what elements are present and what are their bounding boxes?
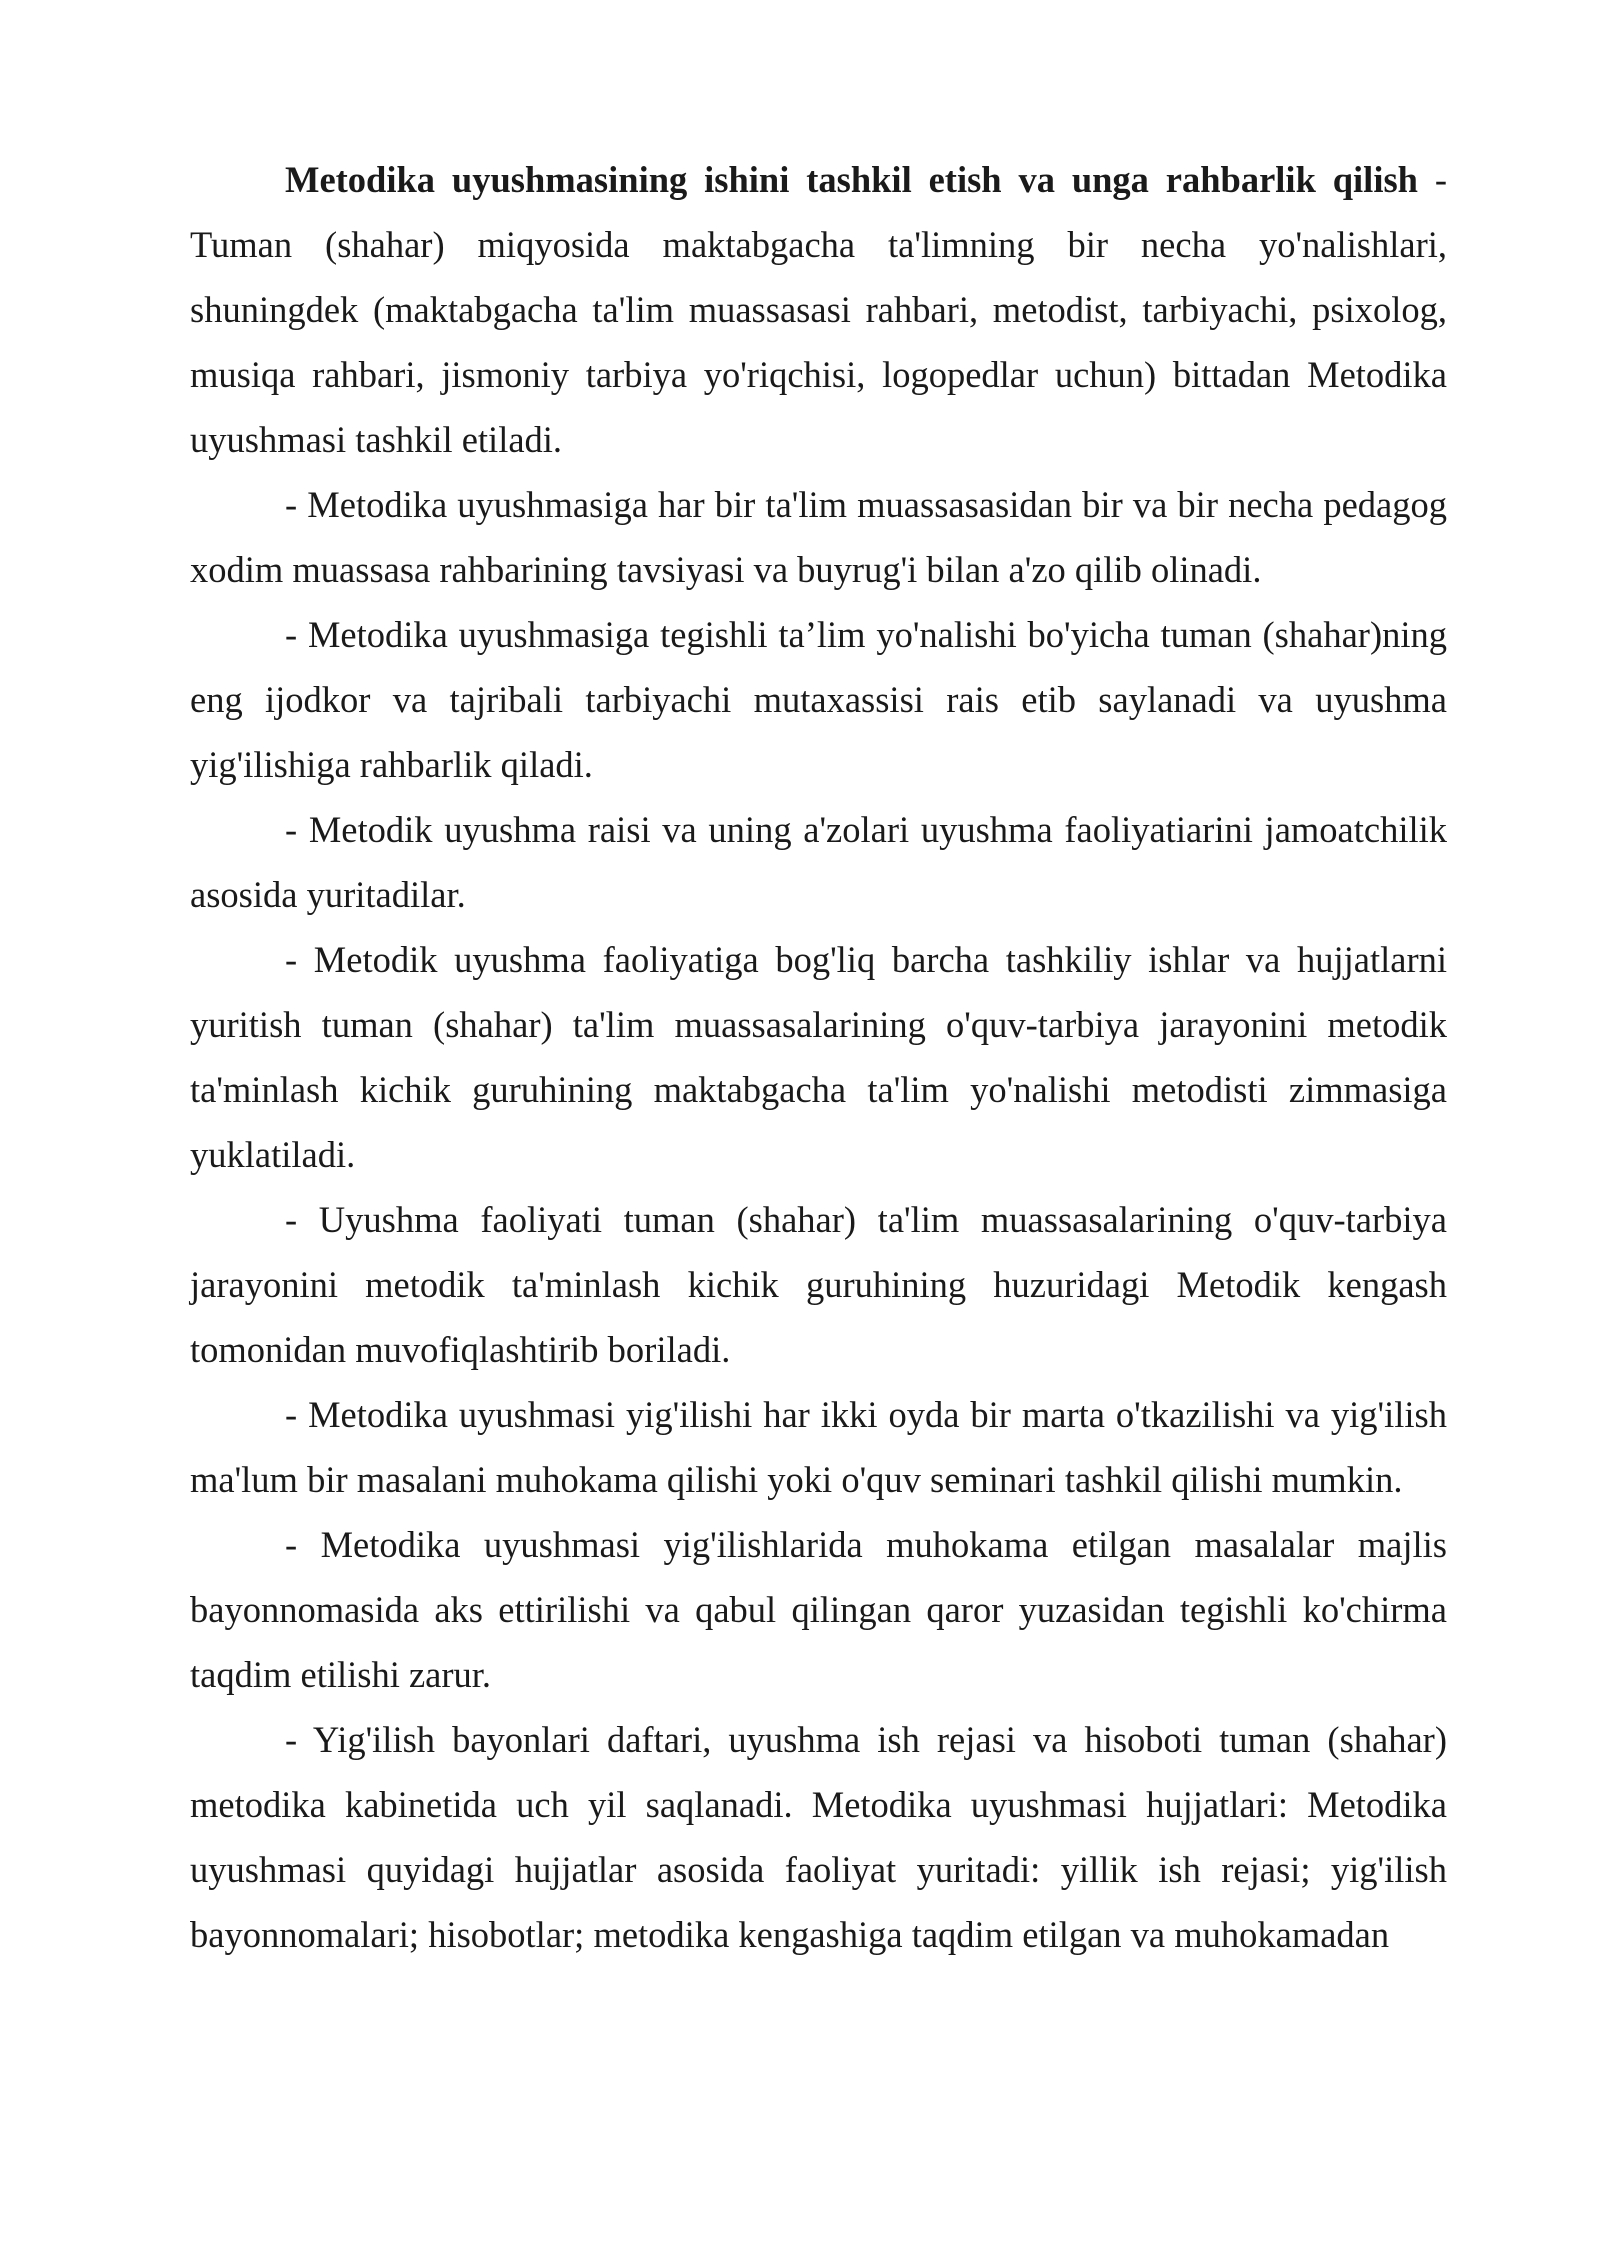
intro-heading: Metodika uyushmasining ishini tashkil etish va unga rahbarlik qilish [285, 159, 1418, 200]
intro-text: - Tuman (shahar) miqyosida maktabgacha ta'limning bir necha yo'nalishlari, shuningdek (maktabgacha ta'lim muassasasi rahbari, metodist, tarbiyachi, psixolog, musiqa rahbari, jismoniy tarbiya yo'riqchisi, logopedlar uchun) bittadan Metodika uyushmasi tashkil etiladi. [190, 159, 1448, 460]
paragraph: - Metodika uyushmasi yig'ilishlarida muhokama etilgan masalalar majlis bayonnomasida aks ettirilishi va qabul qilingan qaror yuzasidan tegishli ko'chirma taqdim etilishi zarur. [190, 1524, 1447, 1695]
paragraph: - Metodik uyushma raisi va uning a'zolari uyushma faoliyatiarini jamoatchilik asosida yuritadilar. [190, 809, 1447, 915]
paragraph: - Uyushma faoliyati tuman (shahar) ta'lim muassasalarining o'quv-tarbiya jarayonini metodik ta'minlash kichik guruhining huzuridagi Metodik kengash tomonidan muvofiqlashtirib boriladi. [190, 1199, 1447, 1370]
paragraph: - Metodika uyushmasiga tegishli ta’lim yo'nalishi bo'yicha tuman (shahar)ning eng ijodkor va tajribali tarbiyachi mutaxassisi rais etib saylanadi va uyushma yig'ilishiga rahbarlik qiladi. [190, 614, 1447, 785]
paragraph-intro [190, 147, 1447, 472]
paragraph: - Metodika uyushmasiga har bir ta'lim muassasasidan bir va bir necha pedagog xodim muassasa rahbarining tavsiyasi va buyrug'i bilan a'zo qilib olinadi. [190, 484, 1447, 590]
document-page [190, 147, 1447, 1967]
paragraph-last: - Yig'ilish bayonlari daftari, uyushma ish rejasi va hisoboti tuman (shahar) metodika kabinetida uch yil saqlanadi. Metodika uyushmasi hujjatlari: Metodika uyushmasi quyidagi hujjatlar asosida faoliyat yuritadi: yillik ish rejasi; yig'ilish bayonnomalari; hisobotlar; metodika kengashiga taqdim etilgan va muhokamadan [190, 1719, 1447, 1955]
paragraph: - Metodika uyushmasi yig'ilishi har ikki oyda bir marta o'tkazilishi va yig'ilish ma'lum bir masalani muhokama qilishi yoki o'quv seminari tashkil qilishi mumkin. [190, 1394, 1447, 1500]
paragraph: - Metodik uyushma faoliyatiga bog'liq barcha tashkiliy ishlar va hujjatlarni yuritish tuman (shahar) ta'lim muassasalarining o'quv-tarbiya jarayonini metodik ta'minlash kichik guruhining maktabgacha ta'lim yo'nalishi metodisti zimmasiga yuklatiladi. [190, 939, 1447, 1175]
